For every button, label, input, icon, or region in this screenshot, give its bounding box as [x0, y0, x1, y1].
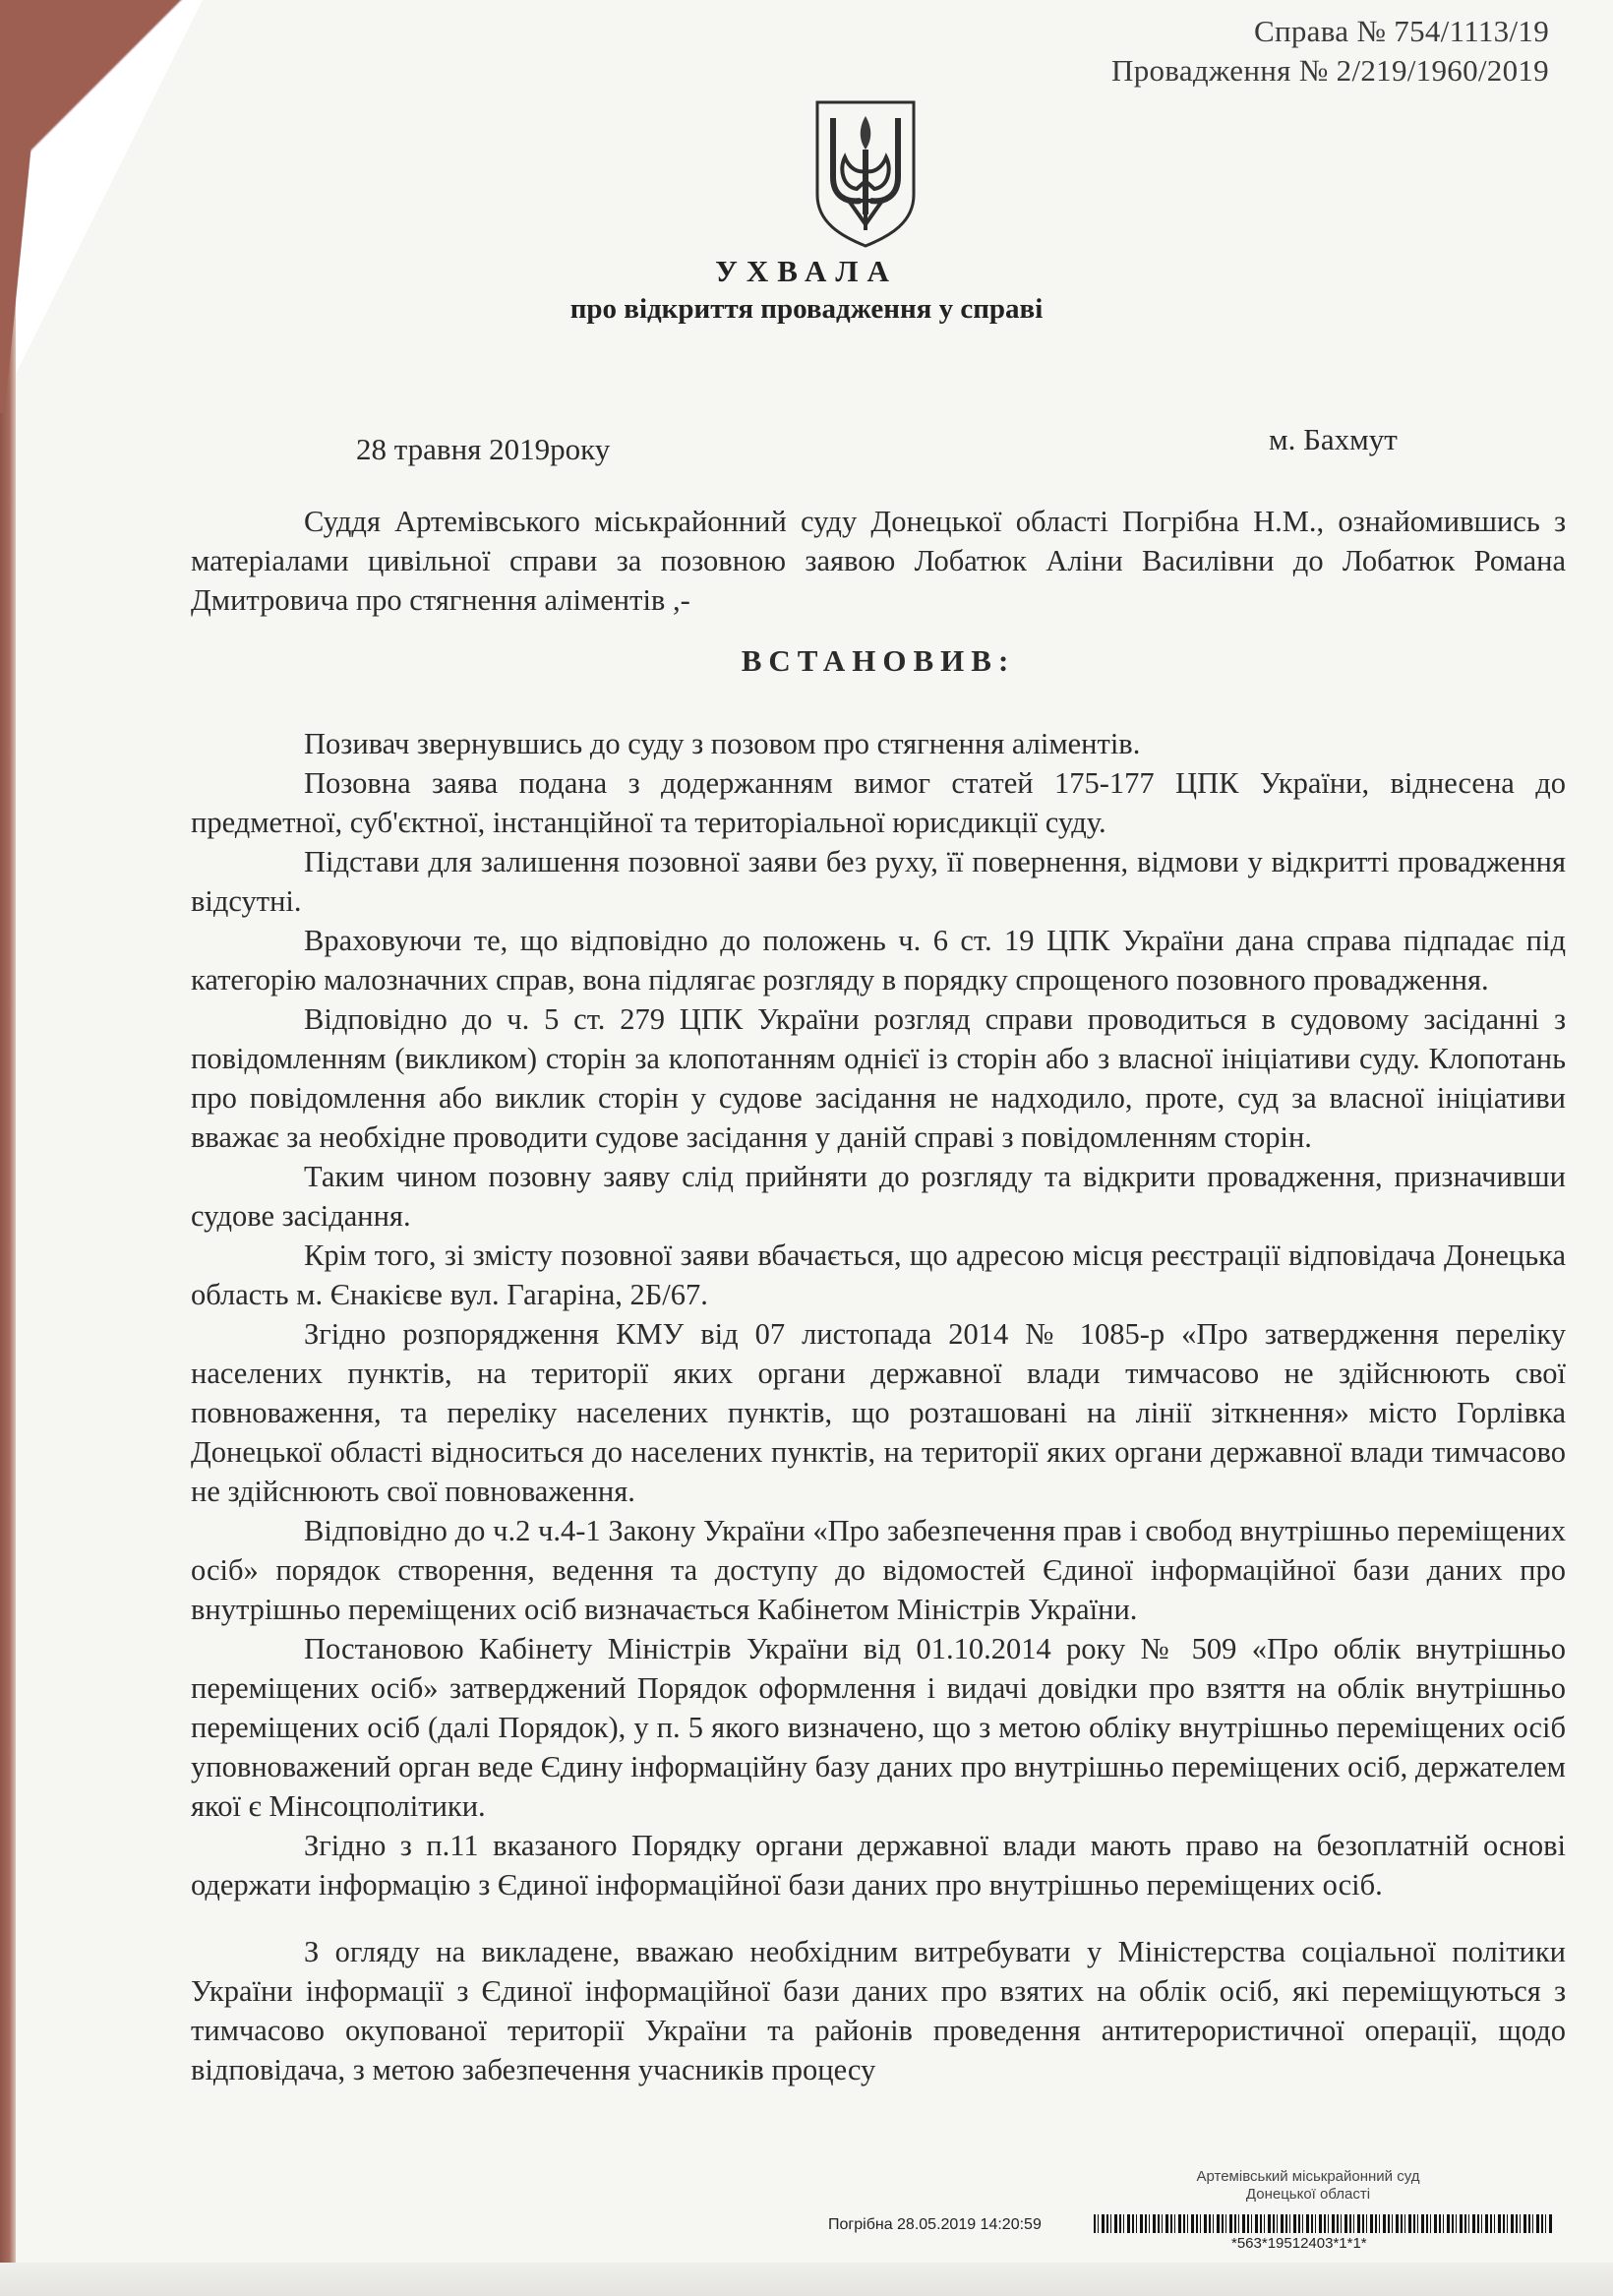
barcode — [1094, 2214, 1554, 2233]
document-city: м. Бахмут — [1269, 422, 1398, 456]
document-body — [191, 502, 1566, 2089]
proceeding-number: Провадження № 2/219/1960/2019 — [1111, 53, 1549, 88]
intro-paragraph: Суддя Артемівського міськрайонний суду Донецької області Погрібна Н.М., ознайомившись з матеріалами цивільної справи за позовною заявою Лобатюк Аліни Василівни до Лобатюк Романа Дмитровича про стягнення аліментів ,- — [191, 505, 1566, 617]
court-stamp-line: Артемівський міськрайонний суд — [1196, 2168, 1420, 2185]
body-paragraph: Постановою Кабінету Міністрів України від 01.10.2014 року № 509 «Про облік внутрішньо переміщених осіб» затверджений Порядок оформлення і видачі довідки про взяття на облік внутрішньо переміщених осіб (далі Порядок), у п. 5 якого визначено, що з метою обліку внутрішньо переміщених осіб уповноважений орган веде Єдину інформаційну базу даних про внутрішньо переміщених осіб, держателем якої є Мінсоцполітики. — [191, 1632, 1566, 1823]
body-paragraph: Позивач звернувшись до суду з позовом про стягнення аліментів. — [304, 727, 1141, 760]
barcode-code: *563*19512403*1*1* — [1231, 2235, 1367, 2252]
signature-timestamp: Погрібна 28.05.2019 14:20:59 — [828, 2216, 1042, 2233]
document-title: УХВАЛА — [715, 254, 898, 288]
court-stamp — [1190, 2168, 1426, 2204]
established-heading: ВСТАНОВИВ: — [741, 643, 1016, 678]
body-paragraph: Враховуючи те, що відповідно до положень ч. 6 ст. 19 ЦПК України дана справа підпадає під категорію малозначних справ, вона підлягає розгляду в порядку спрощеного позовного провадження. — [191, 924, 1566, 997]
body-paragraph: З огляду на викладене, вважаю необхідним витребувати у Міністерства соціальної політики України інформації з Єдиної інформаційної бази даних про взятих на облік осіб, які переміщуються з тимчасово окупованої території України та районів проведення антитерористичної операції, щодо відповідача, з метою забезпечення учасників процесу — [191, 1935, 1566, 2086]
coat-of-arms-trident-icon — [811, 98, 920, 248]
body-paragraph: Відповідно до ч.2 ч.4-1 Закону України «Про забезпечення прав і свобод внутрішньо переміщених осіб» порядок створення, ведення та доступу до відомостей Єдиної інформаційної бази даних про внутрішньо переміщених осіб визначається Кабінетом Міністрів України. — [191, 1514, 1566, 1626]
body-paragraph: Відповідно до ч. 5 ст. 279 ЦПК України розгляд справи проводиться в судовому засіданні з повідомленням (викликом) сторін за клопотанням однієї із сторін або з власної ініціативи суду. Клопотань про повідомлення або виклик сторін у судове засідання не надходило, проте, суд за власної ініціативи вважає за необхідне проводити судове засідання у даній справі з повідомленням сторін. — [191, 1002, 1566, 1154]
body-paragraph: Згідно з п.11 вказаного Порядку органи державної влади мають право на безоплатній основі одержати інформацію з Єдиної інформаційної бази даних про внутрішньо переміщених осіб. — [191, 1829, 1566, 1902]
body-paragraph: Позовна заява подана з додержанням вимог статей 175-177 ЦПК України, віднесена до предметної, суб'єктної, інстанційної та територіальної юрисдикції суду. — [191, 766, 1566, 839]
page-bottom-band — [0, 2263, 1613, 2296]
body-paragraph: Крім того, зі змісту позовної заяви вбачається, що адресою місця реєстрації відповідача Донецька область м. Єнакієве вул. Гагаріна, 2Б/67. — [191, 1239, 1566, 1311]
body-paragraph: Таким чином позовну заяву слід прийняти до розгляду та відкрити провадження, призначивши судове засідання. — [191, 1160, 1566, 1233]
document-subtitle: про відкриття провадження у справі — [569, 293, 1044, 325]
body-paragraph: Підстави для залишення позовної заяви без руху, її повернення, відмови у відкритті провадження відсутні. — [191, 845, 1566, 918]
document-date: 28 травня 2019року — [356, 432, 611, 466]
body-paragraph: Згідно розпорядження КМУ від 07 листопада 2014 № 1085-р «Про затвердження переліку населених пунктів, на території яких органи державної влади тимчасово не здійснюють свої повноваження, та переліку населених пунктів, що розташовані на лінії зіткнення» місто Горлівка Донецької області відноситься до населених пунктів, на території яких органи державної влади тимчасово не здійснюють свої повноваження. — [191, 1317, 1566, 1508]
court-stamp-line: Донецької області — [1245, 2186, 1371, 2203]
case-number: Справа № 754/1113/19 — [1253, 14, 1549, 48]
